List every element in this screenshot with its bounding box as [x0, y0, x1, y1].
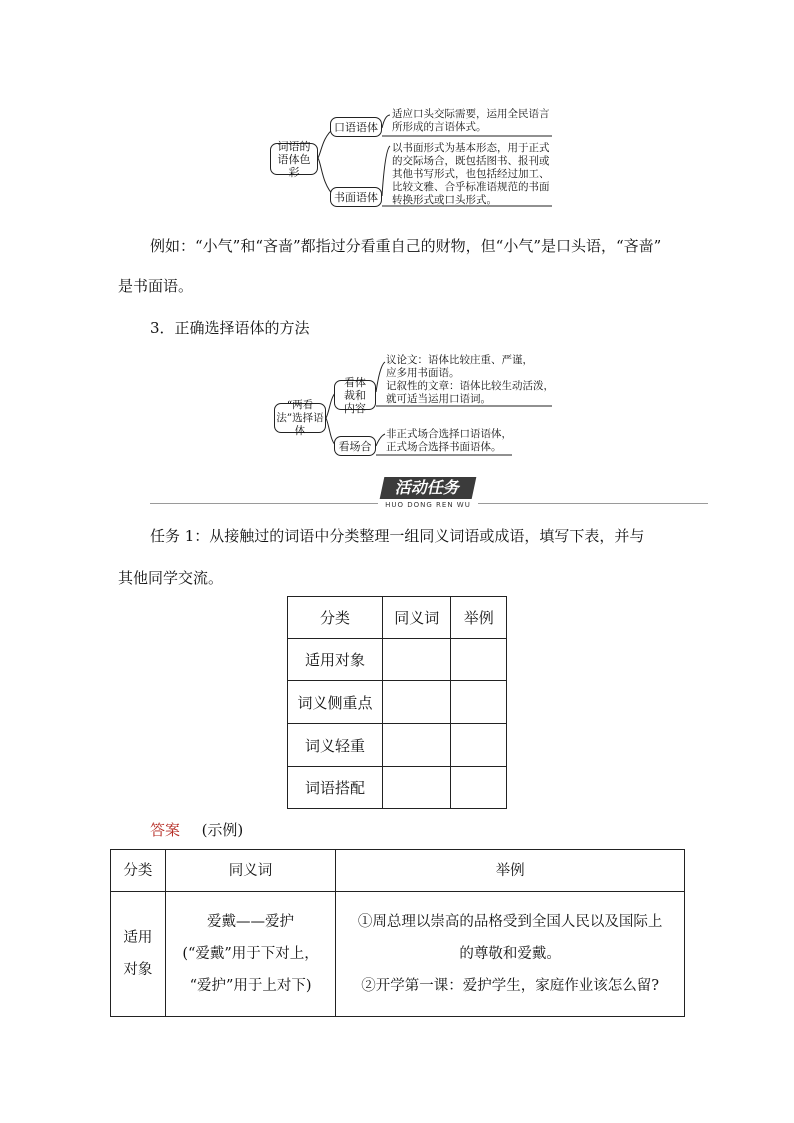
- mindmap1-root: [270, 139, 318, 179]
- desc-line: 所形成的言语体式。: [392, 121, 487, 133]
- branch-label: 书面语体: [334, 190, 378, 204]
- table1-row-label: 适用对象: [288, 639, 383, 681]
- synonym-line: (“爱戴”用于下对上，: [182, 946, 319, 962]
- table1-row-label: 词义侧重点: [288, 681, 383, 724]
- table1-blank-cell[interactable]: [383, 681, 451, 724]
- table1-header-synonym: 同义词: [383, 597, 451, 639]
- table1-blank-cell[interactable]: [451, 639, 507, 681]
- table2-header-category: 分类: [111, 850, 166, 892]
- example-line-2: 是书面语。: [118, 277, 194, 295]
- mindmap-two-look-method: [0, 340, 794, 470]
- synonym-blank-table: [287, 596, 507, 809]
- banner-title: 活动任务: [380, 477, 477, 499]
- mindmap2-occasion-desc: [386, 428, 512, 454]
- table1-blank-cell[interactable]: [451, 724, 507, 767]
- section-heading-3: 3．正确选择语体的方法: [150, 319, 310, 337]
- desc-line: 的交际场合，既包括图书、报刊或: [392, 155, 550, 167]
- banner-subtitle: HUO DONG REN WU: [378, 501, 478, 509]
- mindmap2-branch-occasion: [334, 436, 376, 456]
- mindmap-language-style: [0, 0, 794, 220]
- desc-line: 非正式场合选择口语语体，: [386, 428, 512, 440]
- desc-line: 转换形式或口头形式。: [392, 194, 497, 206]
- branch-label: 口语语体: [334, 120, 378, 134]
- table1-blank-cell[interactable]: [383, 767, 451, 809]
- mindmap1-oral-desc: [392, 108, 550, 134]
- branch-label: 看场合: [338, 439, 372, 453]
- table1-row-label: 词语搭配: [288, 767, 383, 809]
- synonym-answer-table: [110, 849, 685, 1017]
- answer-note: (示例): [201, 821, 244, 839]
- mindmap1-branch-oral: [330, 117, 382, 137]
- desc-line: 以书面形式为基本形态，用于正式: [392, 142, 550, 154]
- desc-line: 就可适当运用口语词。: [386, 393, 491, 405]
- mindmap1-branch-written: [330, 187, 382, 207]
- table2-row-synonym: [165, 892, 335, 1017]
- task1-line-2: 其他同学交流。: [118, 569, 224, 587]
- desc-line: 记叙性的文章：语体比较生动活泼，: [386, 380, 554, 392]
- example-line: 的尊敬和爱戴。: [459, 946, 561, 962]
- synonym-line: “爱护”用于上对下): [189, 978, 312, 994]
- desc-line: 正式场合选择书面语体。: [386, 441, 502, 453]
- example-line: ①周总理以崇高的品格受到全国人民以及国际上: [357, 914, 663, 930]
- table1-blank-cell[interactable]: [451, 767, 507, 809]
- desc-line: 比较文雅、合乎标准语规范的书面: [392, 181, 550, 193]
- mindmap2-root: [274, 398, 326, 437]
- category-line: 适用: [123, 930, 153, 946]
- table2-row-category: [111, 892, 166, 1017]
- mindmap2-genre-desc: [386, 354, 554, 406]
- mindmap1-root-label: 词语的语体色彩: [277, 139, 311, 179]
- example-line: ②开学第一课：爱护学生，家庭作业该怎么留?: [361, 978, 660, 994]
- category-line: 对象: [123, 962, 153, 978]
- task1-line-1: 任务 1：从接触过的词语中分类整理一组同义词语或成语，填写下表，并与: [150, 527, 645, 545]
- table1-blank-cell[interactable]: [383, 639, 451, 681]
- desc-line: 其他书写形式，也包括经过加工、: [392, 168, 550, 180]
- desc-line: 适应口头交际需要，运用全民语言: [392, 108, 550, 120]
- table2-header-synonym: 同义词: [165, 850, 335, 892]
- synonym-line: 爱戴——爱护: [207, 914, 295, 930]
- table1-blank-cell[interactable]: [383, 724, 451, 767]
- mindmap2-branch-genre: [334, 375, 376, 415]
- table2-row-examples: [336, 892, 685, 1017]
- desc-line: 议论文：语体比较庄重、严谨，: [386, 354, 533, 366]
- branch-label: 看体裁和内容: [344, 375, 366, 415]
- mindmap2-root-label: “两看法”选择语体: [276, 398, 324, 437]
- table1-header-example: 举例: [451, 597, 507, 639]
- answer-line: [150, 820, 243, 840]
- answer-label: 答案: [150, 821, 181, 839]
- mindmap1-written-desc: [392, 142, 550, 207]
- table1-row-label: 词义轻重: [288, 724, 383, 767]
- table1-blank-cell[interactable]: [451, 681, 507, 724]
- table2-header-example: 举例: [336, 850, 685, 892]
- table1-header-category: 分类: [288, 597, 383, 639]
- desc-line: 应多用书面语。: [386, 367, 460, 379]
- example-line-1: 例如：“小气”和“吝啬”都指过分看重自己的财物，但“小气”是口头语，“吝啬”: [150, 237, 662, 255]
